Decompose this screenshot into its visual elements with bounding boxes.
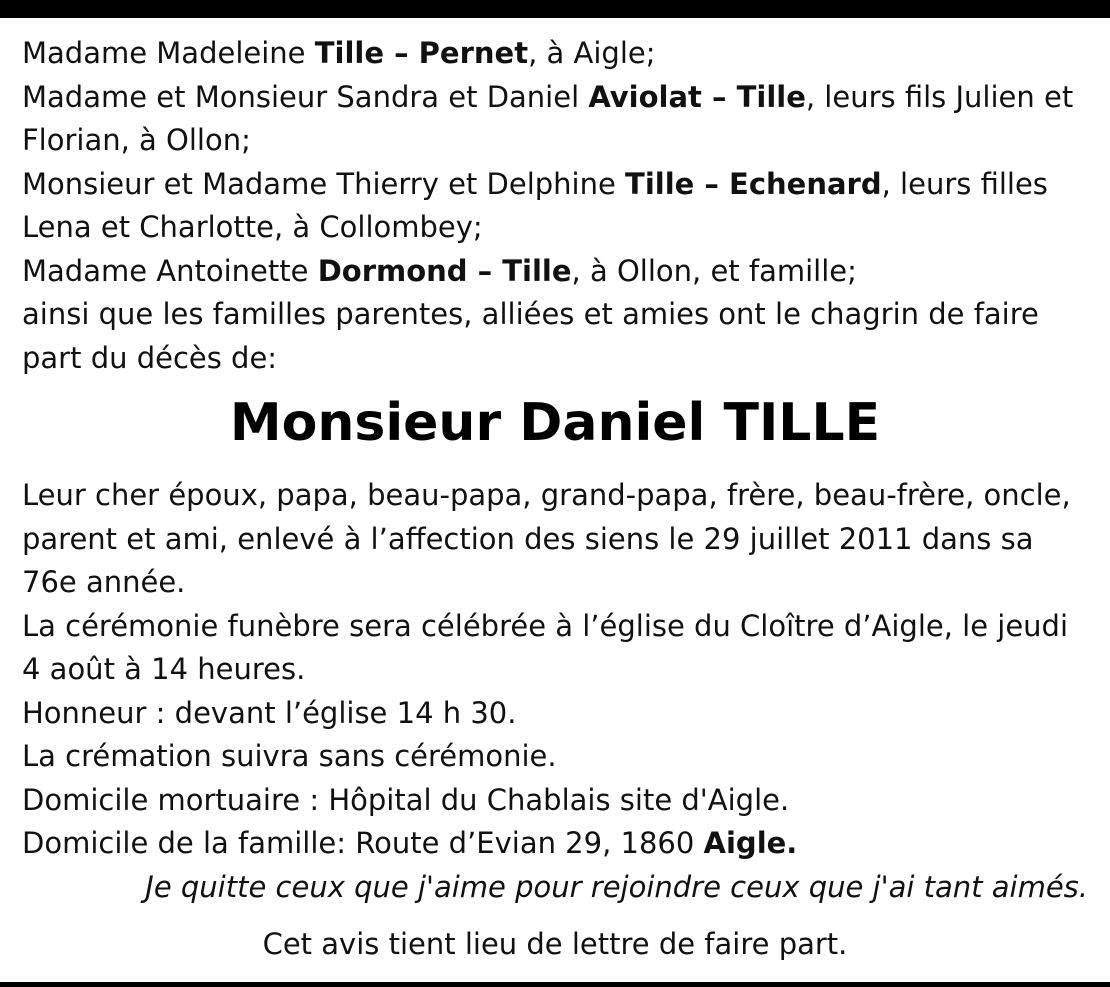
- family-line: Madame Antoinette Dormond – Tille, à Ollon, et famille;: [22, 253, 857, 288]
- detail-line: parent et ami, enlevé à l’affection des siens le 29 juillet 2011 dans sa: [22, 521, 1034, 556]
- deceased-name: Monsieur Daniel TILLE: [229, 393, 881, 453]
- family-address-line: Domicile de la famille: Route d’Evian 29, 1860 Aigle.: [22, 826, 798, 860]
- family-name: Tille – Pernet: [314, 36, 529, 70]
- family-name: Dormond – Tille: [317, 253, 572, 288]
- ceremony-line: 4 août à 14 heures.: [22, 652, 306, 686]
- detail-line: Leur cher époux, papa, beau-papa, grand-papa, frère, beau-frère, oncle,: [22, 478, 1071, 512]
- cremation-line: La crémation suivra sans cérémonie.: [22, 739, 557, 773]
- announcement-line: ainsi que les familles parentes, alliées et amies ont le chagrin de faire: [22, 297, 1039, 331]
- obituary-notice: [22, 32, 1088, 967]
- honour-line: Honneur : devant l’église 14 h 30.: [22, 695, 517, 730]
- family-line: Monsieur et Madame Thierry et Delphine Tille – Echenard, leurs filles: [22, 166, 1048, 201]
- family-name: Tille – Echenard: [625, 166, 882, 201]
- family-line: Florian, à Ollon;: [22, 123, 251, 157]
- family-line: Madame et Monsieur Sandra et Daniel Aviolat – Tille, leurs fils Julien et: [22, 79, 1074, 114]
- family-name: Aviolat – Tille: [588, 79, 806, 114]
- family-line: Lena et Charlotte, à Collombey;: [22, 210, 483, 244]
- family-line: Madame Madeleine Tille – Pernet, à Aigle;: [22, 36, 656, 70]
- detail-line: 76e année.: [22, 565, 186, 599]
- closing-note: Cet avis tient lieu de lettre de faire part.: [262, 927, 848, 961]
- ceremony-line: La cérémonie funèbre sera célébrée à l’église du Cloître d’Aigle, le jeudi: [22, 608, 1069, 643]
- announcement-line: part du décès de:: [22, 340, 278, 375]
- top-border: [0, 0, 1110, 18]
- bottom-border: [0, 982, 1110, 987]
- city-name: Aigle.: [703, 826, 798, 860]
- mortuary-line: Domicile mortuaire : Hôpital du Chablais site d'Aigle.: [22, 782, 790, 817]
- memorial-quote: Je quitte ceux que j'aime pour rejoindre ceux que j'ai tant aimés.: [145, 869, 1088, 904]
